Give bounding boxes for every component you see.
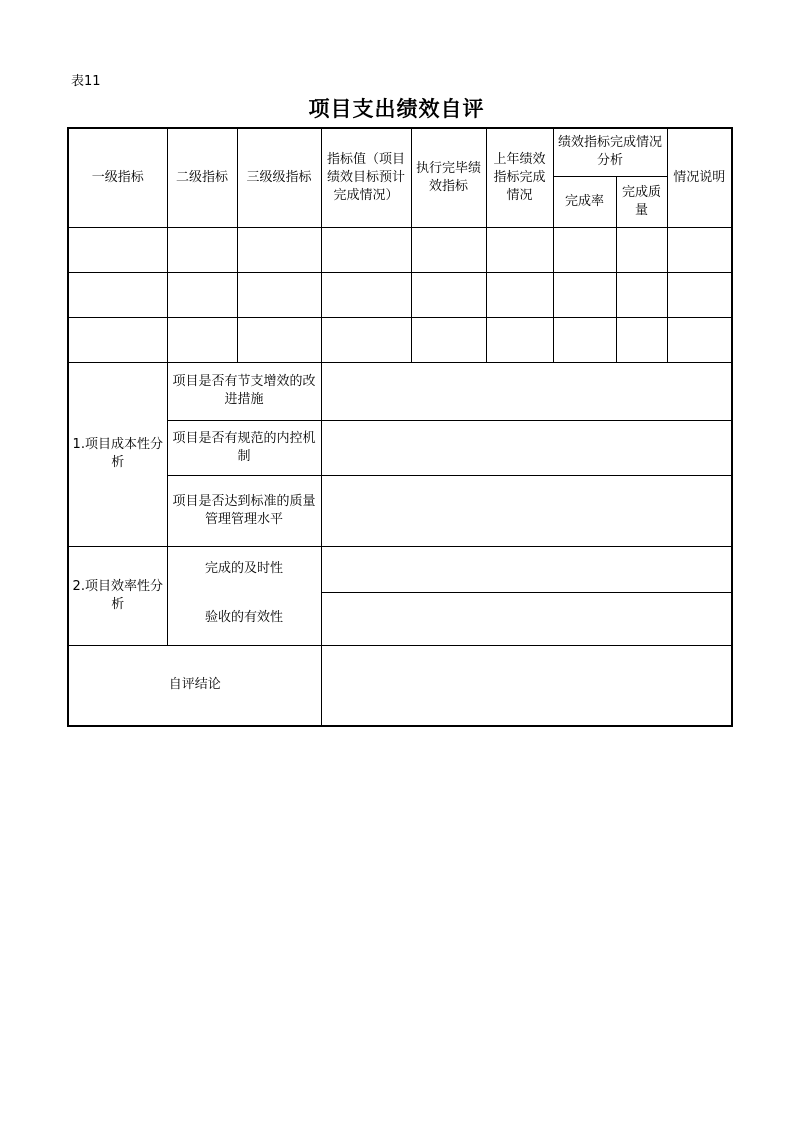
table-cell[interactable] <box>667 227 732 272</box>
table-cell[interactable] <box>237 317 321 362</box>
table-cell[interactable] <box>486 227 553 272</box>
table-cell[interactable] <box>321 317 411 362</box>
table-cell[interactable] <box>486 317 553 362</box>
header-level3-indicator: 三级级指标 <box>237 128 321 227</box>
efficiency-analysis-label: 2.项目效率性分析 <box>68 546 167 645</box>
cost-analysis-label: 1.项目成本性分析 <box>68 362 167 546</box>
header-last-year-completion: 上年绩效指标完成情况 <box>486 128 553 227</box>
efficiency-item-label: 完成的及时性 <box>167 546 321 592</box>
table-cell[interactable] <box>68 317 167 362</box>
cost-item-label: 项目是否达到标准的质量管理管理水平 <box>167 475 321 546</box>
table-cell[interactable] <box>167 272 237 317</box>
table-cell[interactable] <box>167 227 237 272</box>
table-cell[interactable] <box>321 272 411 317</box>
header-remarks: 情况说明 <box>667 128 732 227</box>
table-cell[interactable] <box>237 272 321 317</box>
table-cell[interactable] <box>616 272 667 317</box>
table-cell[interactable] <box>616 227 667 272</box>
efficiency-item-label: 验收的有效性 <box>167 592 321 645</box>
cost-item-value[interactable] <box>321 475 732 546</box>
table-cell[interactable] <box>237 227 321 272</box>
cost-item-value[interactable] <box>321 420 732 475</box>
efficiency-item-value[interactable] <box>321 546 732 592</box>
table-cell[interactable] <box>68 227 167 272</box>
table-cell[interactable] <box>616 317 667 362</box>
header-level2-indicator: 二级指标 <box>167 128 237 227</box>
self-evaluation-conclusion-label: 自评结论 <box>68 645 321 726</box>
table-cell[interactable] <box>167 317 237 362</box>
table-row <box>68 227 732 272</box>
table-cell[interactable] <box>667 272 732 317</box>
table-cell[interactable] <box>667 317 732 362</box>
table-cell[interactable] <box>68 272 167 317</box>
cost-item-label: 项目是否有节支增效的改进措施 <box>167 362 321 420</box>
table-row <box>68 317 732 362</box>
table-cell[interactable] <box>321 227 411 272</box>
table-cell[interactable] <box>486 272 553 317</box>
table-cell[interactable] <box>411 227 486 272</box>
cost-item-label: 项目是否有规范的内控机制 <box>167 420 321 475</box>
header-completion-rate: 完成率 <box>553 176 616 227</box>
table-row <box>68 272 732 317</box>
table-cell[interactable] <box>411 272 486 317</box>
table-cell[interactable] <box>411 317 486 362</box>
table-cell[interactable] <box>553 272 616 317</box>
header-target-value: 指标值（项目绩效目标预计完成情况） <box>321 128 411 227</box>
table-cell[interactable] <box>553 317 616 362</box>
header-completion-analysis: 绩效指标完成情况分析 <box>553 128 667 176</box>
table-cell[interactable] <box>553 227 616 272</box>
efficiency-item-value[interactable] <box>321 592 732 645</box>
header-completion-quality: 完成质量 <box>616 176 667 227</box>
self-evaluation-conclusion-value[interactable] <box>321 645 732 726</box>
header-executed-indicator: 执行完毕绩效指标 <box>411 128 486 227</box>
cost-item-value[interactable] <box>321 362 732 420</box>
page-title: 项目支出绩效自评 <box>308 97 485 121</box>
self-evaluation-table <box>67 127 733 727</box>
header-level1-indicator: 一级指标 <box>68 128 167 227</box>
table-number: 表11 <box>71 74 101 89</box>
